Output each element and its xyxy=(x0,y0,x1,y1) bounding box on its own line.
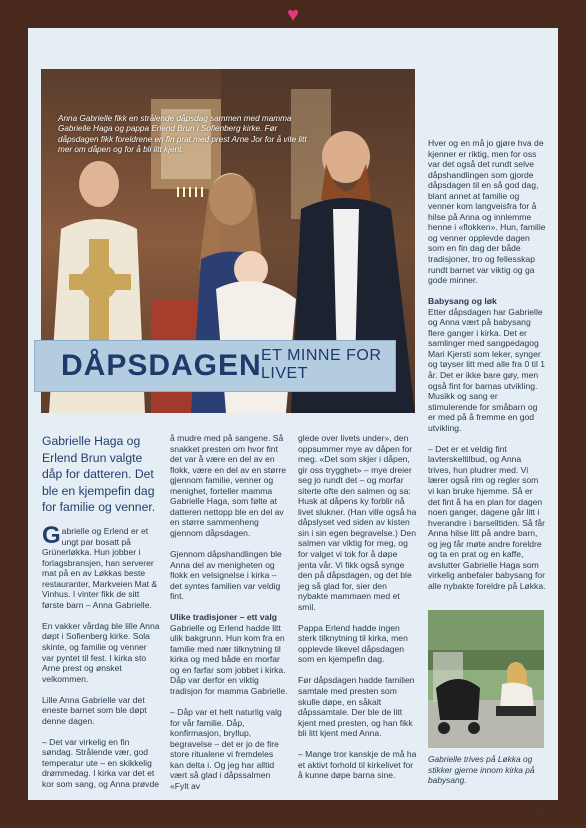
article-column-4 xyxy=(428,138,546,602)
col1-paragraph-4: – Det var virkelig en fin søndag. Strålende vær, god temperatur ute – en skikkelig drømmedag. I kirka var det et kor som sang, og Anna prøvde xyxy=(42,736,160,789)
col2-paragraph-3: Gabrielle og Erlend hadde litt ulik bakgrunn. Hun kom fra en familie med nær tilknytning til kirka og med både en morfar og en farfar som jobbet i kirka. Dåp var derfor en viktig tradisjon for mamma Gabrielle. xyxy=(170,622,288,697)
col4-paragraph-3: – Det er et veldig fint lavterskeltilbud, og Anna trives, hun pludrer med. Vi lærer også rim og regler som vi kan bruke hjemme. Så er det fint å ha en plan for dagen noen ganger, dagene går litt i hverandre i barselltiden. Så får Anna hilse litt på andre barn, og jeg får møte andre foreldre og ta en prat og en kaffe, avslutter Gabrielle Haga som virkelig anbefaler babysang for alle nybakte foreldre på Løkka. xyxy=(428,443,546,591)
col2-subheading: Ulike tradisjoner – ett valg xyxy=(170,612,277,623)
col2-paragraph-2: Gjennom dåpshandlingen ble Anna del av menigheten og flokk en velsignelse i kirka – det syntes familien var veldig fint. xyxy=(170,548,282,602)
drop-cap: G xyxy=(42,522,61,549)
article-column-3 xyxy=(298,433,418,791)
page-title: DÅPSDAGEN xyxy=(61,349,262,382)
article-column-1 xyxy=(42,522,160,800)
title-banner xyxy=(34,340,396,392)
col4-paragraph-1: Hver og en må jo gjøre hva de kjenner er riktig, men for oss var det også det rundt selve dåpshandlingen som gjorde dåpsdagen til en så god dag, blant annet at familie og venner kom langveisfra for å hilse på Anna og innlemme henne i «flokken». Hun, familie og venner opplevde dagen som en fin dag der både tradisjoner, tro og fellesskap rundt barnet var viktig og ga gode minner. xyxy=(428,138,546,286)
col3-paragraph-3: Før dåpsdagen hadde familien samtale med presten som skulle døpe, en såkalt dåpssamtale. Der ble de litt kjent med presten, og han fikk bli litt kjent med Anna. xyxy=(298,675,415,739)
col3-paragraph-1: glede over livets under», den oppsummer mye av dåpen for meg. «Det som skjer i dåpen, gir oss trygghet» – mye dreier seg jo rundt det – og morfar siterte ofte den salmen og sa: Husk at dåpens ky forblir nå livet slukner. (Han ville også ha dåpslyset ved siden av kisten sin i sin egen begravelse.) Den salmen var viktig for meg, og for valget vi tok for å døpe jenta vår. Vi fikk også synge den på dåpsdagen, og det ble jeg så glad for, sier den nybakte mammaen med et smil. xyxy=(298,433,417,612)
stroller-photo xyxy=(428,610,544,748)
magazine-page xyxy=(28,28,558,814)
col2-paragraph-4: – Dåp var et helt naturlig valg for vår familie. Dåp, konfirmasjon, bryllup, begravelse – det er jo de fire store ritualene vi fremdeles kan delta i. Og jeg har alltid vært så glad i dåpssalmen «Fylt av xyxy=(170,707,282,791)
col1-paragraph-2: En vakker vårdag ble lille Anna døpt i Sofienberg kirke. Sola skinte, og familie og venner var pyntet til fest. I kirka sto Arne prest og ønsket velkommen. xyxy=(42,620,160,684)
page-subtitle: ET MINNE FOR LIVET xyxy=(261,347,382,382)
col1-paragraph-1: abrielle og Erlend er et ungt par bosatt på Grünerløkka. Hun jobber i forlagsbransjen, han serverer mat på en av Løkkas beste restauranter, Markveien Mat & Vinhus. I vinter fikk de sitt første barn – Anna Gabrielle. xyxy=(42,526,158,610)
col3-paragraph-4: – Mange tror kanskje de må ha et aktivt forhold til kirkelivet for å kunne døpe barna sine. xyxy=(298,749,417,781)
col4-subheading: Babysang og løk xyxy=(428,296,497,307)
stroller-photo-illustration xyxy=(428,610,544,748)
col3-paragraph-2: Pappa Erlend hadde ingen sterk tilknytning til kirka, men opplevde likevel dåpsdagen som en kjempefin dag. xyxy=(298,622,408,665)
photo-caption: Anna Gabrielle fikk en strålende dåpsdag sammen med mamma Gabrielle Haga og pappa Erlend Brun i Sofienberg kirke. Før dåpsdagen fikk foreldrene en fin prat med prest Arne Jor for å vite litt mer om dåpen og for å bli litt kjent. xyxy=(58,114,307,154)
stroller-photo-caption: Gabrielle trives på Løkka og stikker gjerne innom kirka på babysang. xyxy=(428,754,535,785)
article-column-2 xyxy=(170,433,288,802)
heart-icon: ♥ xyxy=(287,4,299,26)
page-number: 15 xyxy=(537,807,545,814)
col1-paragraph-3: Lille Anna Gabrielle var det eneste barnet som ble døpt denne dagen. xyxy=(42,694,147,726)
lede-paragraph: Gabrielle Haga og Erlend Brun valgte dåp for datteren. Det ble en kjempefin dag for familie og venner. xyxy=(42,434,156,515)
col2-paragraph-1: å mudre med på sangene. Så snakket presten om hvor fint det var å være en del av en flokk, være en del av en større gjennom familie, venner og menighet, forteller mamma Gabrielle Haga, som følte at datteren nettopp ble en del av en større sammenheng gjennom dåpsdagen. xyxy=(170,433,287,538)
col4-paragraph-2: Etter dåpsdagen har Gabrielle og Anna vært på babysang flere ganger i kirka. Det er samlinger med sangpedagog Mari Kjersti som leker, synger og tøyser litt med alle fra 0 til 1 år. Det er ikke bare gøy, men også fint for barnas utvikling. Musikk og sang er stimulerende for småbarn og er med på å fremme en god utvikling. xyxy=(428,306,546,433)
